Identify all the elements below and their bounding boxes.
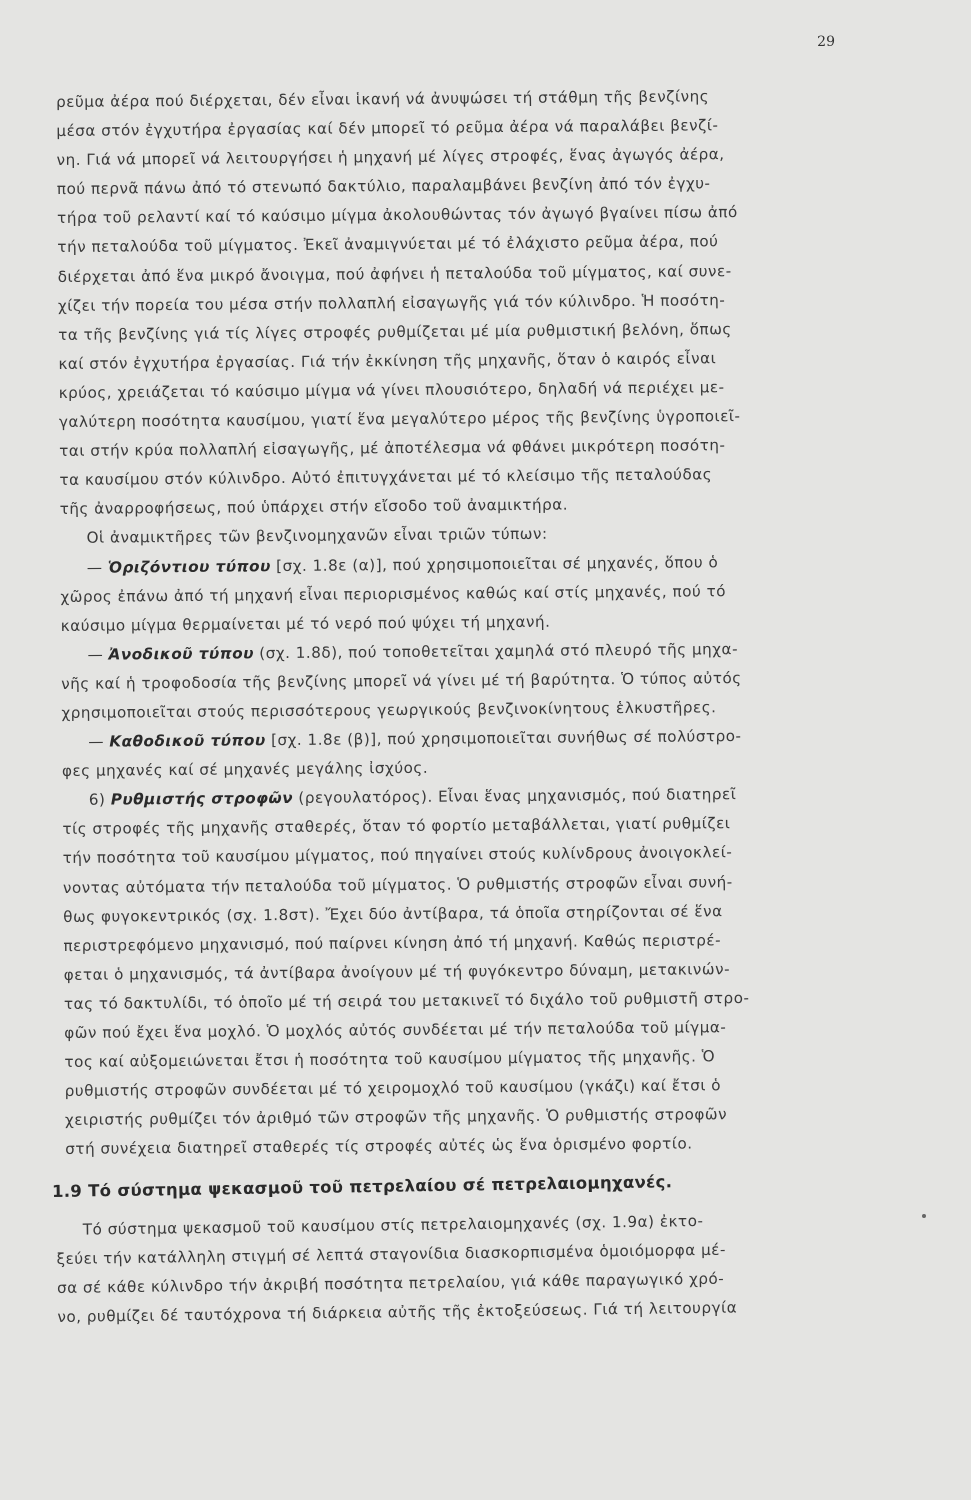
line-lead: — — [60, 645, 109, 664]
text-line: ρυθμιστής στροφῶν συνδέεται μέ τό χειρομοχλό τοῦ καυσίμου (γκάζι) καί ἔτσι ὁ — [64, 1076, 722, 1101]
text-line: μέσα στόν ἐγχυτήρα ἐργασίας καί δέν μπορεῖ τό ρεῦμα ἀέρα νά παραλάβει βενζί- — [56, 116, 719, 141]
text-line: χρησιμοποιεῖται στούς περισσότερους γεωργικούς βενζινοκίνητους ἑλκυστῆρες. — [61, 698, 717, 722]
text-line: φες μηχανές καί σέ μηχανές μεγάλης ἰσχύος. — [61, 758, 429, 781]
text-line: τήν πεταλούδα τοῦ μίγματος. Ἐκεῖ ἀναμιγνύεται μέ τό ἐλάχιστο ρεῦμα ἀέρα, πού — [57, 232, 719, 257]
text-line: Τό σύστημα ψεκασμοῦ τοῦ καυσίμου στίς πετρελαιομηχανές (σχ. 1.9α) ἐκτο- — [56, 1211, 704, 1239]
text-line: ξεύει τήν κατάλληλη στιγμή σέ λεπτά σταγονίδια διασκορπισμένα ὁμοιόμορφα μέ- — [56, 1240, 727, 1269]
text-line: τήν ποσότητα τοῦ καυσίμου μίγματος, πού πηγαίνει στούς κυλίνδρους ἀνοιγοκλεί- — [62, 843, 733, 868]
text-line: νοντας αὐτόματα τήν πεταλούδα τοῦ μίγματος. Ὁ ρυθμιστής στροφῶν εἶναι συνή- — [62, 872, 733, 897]
text-line: νη. Γιά νά μπορεῖ νά λειτουργήσει ἡ μηχανή μέ λίγες στροφές, ἕνας ἀγωγός ἀέρα, — [56, 145, 725, 170]
text-line: χειριστής ρυθμίζει τόν ἀριθμό τῶν στροφῶν τῆς μηχανῆς. Ὁ ρυθμιστής στροφῶν — [64, 1105, 728, 1130]
text-line: ρεῦμα ἀέρα πού διέρχεται, δέν εἶναι ἱκανή νά ἀνυψώσει τή στάθμη τῆς βενζίνης — [56, 87, 710, 111]
text-line: περιστρεφόμενο μηχανισμό, πού παίρνει κίνηση ἀπό τή μηχανή. Καθώς περιστρέ- — [63, 930, 722, 955]
text-line: τα τῆς βενζίνης γιά τίς λίγες στροφές ρυθμίζεται μέ μία ρυθμιστική βελόνη, ὅπως — [58, 319, 732, 344]
text-line: φεται ὁ μηχανισμός, τά ἀντίβαρα ἀνοίγουν μέ τή φυγόκεντρο δύναμη, μετακινών- — [63, 959, 731, 984]
print-speck — [922, 1214, 926, 1218]
line-lead: — — [61, 732, 110, 752]
text-line: καί στόν ἐγχυτήρα ἐργασίας. Γιά τήν ἐκκίνηση τῆς μηχανῆς, ὅταν ὁ καιρός εἶναι — [58, 349, 717, 373]
text-line: ται στήν κρύα πολλαπλή εἰσαγωγῆς, μέ ἀποτέλεσμα νά φθάνει μικρότερη ποσότη- — [59, 436, 726, 461]
text-line: φῶν πού ἔχει ἕνα μοχλό. Ὁ μοχλός αὐτός συνδέεται μέ τήν πεταλούδα τοῦ μίγμα- — [64, 1018, 727, 1042]
text-line: καύσιμο μίγμα θερμαίνεται μέ τό νερό πού ψύχει τή μηχανή. — [60, 612, 551, 635]
text-line: νο, ρυθμίζει δέ ταυτόχρονα τή διάρκεια αὐτῆς τῆς ἐκτοξεύσεως. Γιά τή λειτουργία — [57, 1298, 738, 1327]
text-line: πού περνᾶ πάνω ἀπό τό στενωπό δακτύλιο, παραλαμβάνει βενζίνη ἀπό τόν ἐγχυ- — [56, 174, 711, 199]
text-line: τῆς ἀναρροφήσεως, πού ὑπάρχει στήν εἴσοδο τοῦ ἀναμικτήρα. — [59, 495, 569, 519]
text-line: τα καυσίμου στόν κύλινδρο. Αὐτό ἐπιτυγχάνεται μέ τό κλείσιμο τῆς πεταλούδας — [59, 465, 713, 490]
text-line: τος καί αὐξομειώνεται ἔτσι ἡ ποσότητα τοῦ καυσίμου μίγματος τῆς μηχανῆς. Ὁ — [64, 1047, 716, 1072]
section-heading: 1.9 Τό σύστημα ψεκασμοῦ τοῦ πετρελαίου σέ πετρελαιομηχανές. — [51, 1172, 673, 1201]
emphasized-term: Ρυθμιστής στροφῶν — [110, 789, 294, 809]
text-line: χῶρος ἐπάνω ἀπό τή μηχανή εἶναι περιορισμένος καθώς καί στίς μηχανές, πού τό — [60, 581, 727, 606]
text-line: τίς στροφές τῆς μηχανῆς σταθερές, ὅταν τό φορτίο μεταβάλλεται, γιατί ρυθμίζει — [62, 814, 731, 839]
text-line: Οἱ ἀναμικτῆρες τῶν βενζινομηχανῶν εἶναι τριῶν τύπων: — [59, 525, 548, 548]
line-rest: (σχ. 1.8δ), πού τοποθετεῖται χαμηλά στό πλευρό τῆς μηχα- — [253, 639, 739, 663]
line-lead: — — [60, 558, 108, 577]
line-rest: (ρεγουλατόρος). Εἶναι ἕνας μηχανισμός, πού διατηρεῖ — [292, 785, 737, 808]
body-text-block — [56, 81, 855, 1164]
body-text-block-continued — [56, 1205, 848, 1332]
emphasized-term: Καθοδικοῦ τύπου — [109, 731, 266, 751]
text-line: χίζει τήν πορεία του μέσα στήν πολλαπλή εἰσαγωγῆς γιά τόν κύλινδρο. Ἡ ποσότη- — [57, 290, 726, 315]
page-number: 29 — [817, 34, 835, 50]
line-lead: 6) — [62, 790, 111, 810]
text-line: γαλύτερη ποσότητα καυσίμου, γιατί ἕνα μεγαλύτερο μέρος τῆς βενζίνης ὑγροποιεῖ- — [58, 407, 741, 432]
emphasized-term: Ὁριζόντιου τύπου — [107, 556, 271, 577]
text-line: νῆς καί ἡ τροφοδοσία τῆς βενζίνης μπορεῖ νά γίνει μέ τή βαρύτητα. Ὁ τύπος αὐτός — [61, 668, 742, 693]
line-rest: [σχ. 1.8ε (α)], πού χρησιμοποιεῖται σέ μηχανές, ὅπου ὁ — [270, 552, 719, 575]
emphasized-term: Ἀνοδικοῦ τύπου — [108, 644, 254, 664]
text-line: διέρχεται ἀπό ἕνα μικρό ἄνοιγμα, πού ἀφήνει ἡ πεταλούδα τοῦ μίγματος, καί συνε- — [57, 261, 732, 286]
text-line: στή συνέχεια διατηρεῖ σταθερές τίς στροφές αὐτές ὡς ἕνα ὁρισμένο φορτίο. — [65, 1134, 693, 1159]
text-line: τας τό δακτυλίδι, τό ὁποῖο μέ τή σειρά του μετακινεῖ τό διχάλο τοῦ ρυθμιστῆ στρο- — [63, 988, 750, 1013]
line-rest: [σχ. 1.8ε (β)], πού χρησιμοποιεῖται συνήθως σέ πολύστρο- — [265, 727, 742, 750]
text-line: θως φυγοκεντρικός (σχ. 1.8στ). Ἔχει δύο ἀντίβαρα, τά ὁποῖα στηρίζονται σέ ἕνα — [63, 901, 723, 926]
text-line: κρύος, χρειάζεται τό καύσιμο μίγμα νά γίνει πλουσιότερο, δηλαδή νά περιέχει με- — [58, 378, 725, 402]
text-line: σα σέ κάθε κύλινδρο τήν ἀκριβή ποσότητα πετρελαίου, γιά κάθε παραγωγικό χρό- — [56, 1269, 725, 1298]
text-line: τήρα τοῦ ρελαντί καί τό καύσιμο μίγμα ἀκολουθώντας τόν ἀγωγό βγαίνει πίσω ἀπό — [57, 203, 738, 228]
